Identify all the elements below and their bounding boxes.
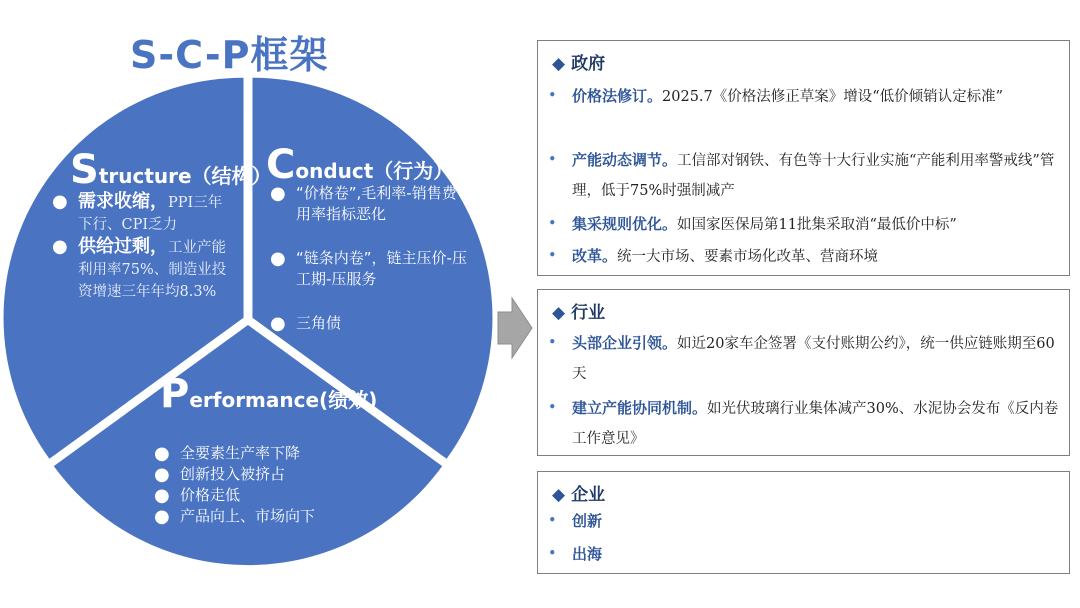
structure-rest: tructure（结构） — [98, 164, 272, 188]
conduct-bullet: ● “链条内卷”，链主压价-压工期-压服务 — [270, 248, 467, 288]
performance-bullet-text: 价格走低 — [180, 486, 241, 504]
bullet-icon: • — [548, 216, 557, 232]
structure-bullet: ● 需求收缩，PPI三年下行、CPI乏力 — [52, 191, 223, 233]
structure-bullet-text: 工业产能利用率75%、制造业投资增速三年年均8.3% — [78, 240, 227, 300]
panel-item — [548, 506, 1060, 537]
item-highlight: 创新 — [572, 512, 603, 530]
structure-bullet: ● 供给过剩，工业产能利用率75%、制造业投资增速三年年均8.3% — [52, 236, 227, 300]
right-arrow-icon — [498, 298, 532, 358]
conduct-bullet: ● “价格卷”,毛利率-销售费用率指标恶化 — [270, 183, 457, 223]
item-highlight: 集采规则优化。 — [572, 215, 678, 233]
performance-bullet: ● 全要素生产率下降 — [154, 443, 301, 464]
item-highlight: 改革。 — [572, 247, 618, 265]
panel-item — [548, 393, 1060, 454]
conduct-bullet-text: “链条内卷”，链主压价-压工期-压服务 — [296, 249, 467, 288]
item-highlight: 价格法修订。 — [572, 87, 663, 105]
diamond-icon: ◆ — [552, 303, 566, 323]
bullet-icon: • — [548, 248, 557, 264]
bullet-icon: • — [548, 88, 557, 104]
bullet-icon: • — [548, 513, 557, 529]
industry-panel — [537, 289, 1070, 456]
performance-bullet-text: 全要素生产率下降 — [180, 444, 301, 462]
performance-bullet: ● 产品向上、市场向下 — [154, 506, 316, 527]
item-highlight: 建立产能协同机制。 — [572, 399, 708, 417]
performance-bullet-text: 创新投入被挤占 — [180, 465, 286, 483]
industry-header — [552, 298, 605, 323]
conduct-rest: onduct（行为） — [295, 159, 454, 183]
diamond-icon: ◆ — [552, 54, 566, 74]
performance-bullet-text: 产品向上、市场向下 — [180, 507, 316, 525]
structure-bullet-text: PPI三年下行、CPI乏力 — [78, 195, 223, 233]
conduct-title — [266, 142, 454, 188]
item-text: 如近20家车企签署《支付账期公约》，统一供应链账期至60天 — [572, 336, 1055, 382]
enterprise-header-label: 企业 — [571, 485, 606, 505]
item-highlight: 产能动态调节。 — [572, 151, 678, 169]
item-highlight: 头部企业引领。 — [572, 334, 678, 352]
conduct-bullet-text: “价格卷”,毛利率-销售费用率指标恶化 — [296, 184, 457, 223]
item-text: 如国家医保局第11批集采取消“最低价中标” — [677, 217, 957, 233]
diamond-icon: ◆ — [552, 485, 566, 505]
item-text: 2025.7《价格法修正草案》增设“低价倾销认定标准” — [662, 89, 1004, 105]
panel-item — [548, 328, 1060, 389]
panel-item — [548, 81, 1060, 112]
structure-title — [70, 147, 272, 193]
bullet-icon: • — [548, 546, 557, 562]
item-text: 统一大市场、要素市场化改革、营商环境 — [617, 249, 879, 265]
panel-item — [548, 241, 1060, 272]
panel-item — [548, 539, 1060, 570]
conduct-initial: C — [266, 142, 296, 188]
industry-header-label: 行业 — [571, 303, 606, 323]
structure-initial: S — [70, 147, 99, 193]
bullet-icon: • — [548, 152, 557, 168]
performance-title — [160, 371, 378, 417]
conduct-bullet-text: 三角债 — [296, 314, 342, 332]
bullet-icon: • — [548, 335, 557, 351]
enterprise-header — [552, 480, 605, 505]
government-header-label: 政府 — [571, 54, 606, 74]
panel-item — [548, 145, 1060, 206]
performance-rest: erformance(绩效) — [189, 388, 378, 412]
government-panel — [537, 40, 1070, 276]
panel-item — [548, 209, 1060, 240]
performance-bullet: ● 创新投入被挤占 — [154, 464, 286, 485]
performance-initial: P — [160, 371, 190, 417]
bullet-icon: • — [548, 400, 557, 416]
performance-bullet: ● 价格走低 — [154, 485, 241, 506]
diagram-title: S-C-P框架 — [130, 33, 329, 77]
government-header — [552, 49, 605, 74]
structure-bullet-bold: 需求收缩， — [78, 191, 168, 212]
item-text: 如光伏玻璃行业集体减产30%、水泥协会发布《反内卷工作意见》 — [572, 401, 1059, 447]
enterprise-panel — [537, 471, 1070, 574]
structure-bullet-bold: 供给过剩， — [78, 236, 168, 257]
item-highlight: 出海 — [572, 545, 603, 563]
item-text: 工信部对钢铁、有色等十大行业实施“产能利用率警戒线”管理，低于75%时强制减产 — [572, 153, 1055, 199]
conduct-bullet: ● 三角债 — [270, 313, 342, 334]
